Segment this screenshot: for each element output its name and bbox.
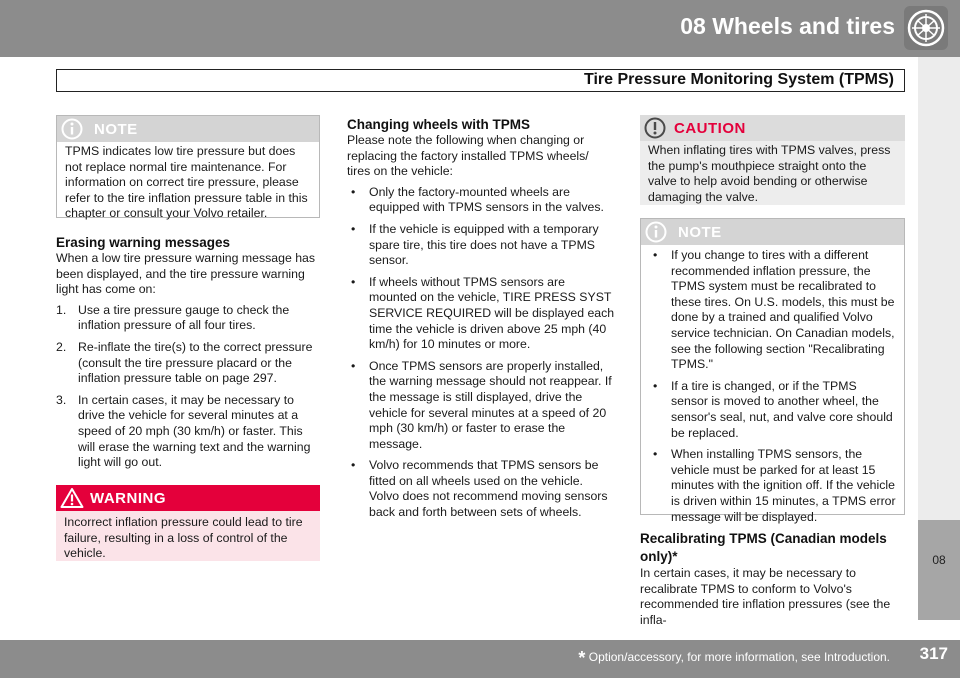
recalibrating-heading: Recalibrating TPMS (Canadian models only)*: [640, 531, 887, 564]
section-title-box: [56, 69, 905, 92]
recalibrating-section: [640, 530, 906, 628]
erasing-intro: When a low tire pressure warning message has been displayed, and the tire pressure warning light has come on:: [56, 251, 316, 297]
list-item: • If wheels without TPMS sensors are mounted on the vehicle, TIRE PRESS SYST SERVICE REQUIRED will be displayed each time the vehicle is driven above 25 mph (40 km/h) for 10 minutes or more.: [351, 274, 615, 352]
info-icon: [645, 221, 667, 243]
warning-label: WARNING: [90, 490, 166, 507]
caution-text: When inflating tires with TPMS valves, press the pump's mouthpiece straight onto the valve to help avoid bending or otherwise damaging the valve.: [648, 143, 891, 204]
note-box-left: [56, 115, 320, 221]
wheel-icon: [904, 6, 948, 50]
note-text: TPMS indicates low tire pressure but does not replace normal tire maintenance. For information on correct tire pressure, please refer to the tire inflation pressure table in this chapter or consult your Volvo retailer.: [65, 144, 308, 221]
caution-box: [640, 115, 905, 205]
erasing-steps: [56, 303, 322, 471]
note-box-right: [640, 218, 905, 524]
changing-bullets: [347, 185, 615, 521]
footnote: [578, 648, 890, 669]
list-item: • Only the factory-mounted wheels are equipped with TPMS sensors in the valves.: [351, 184, 604, 215]
list-item: • Once TPMS sensors are properly installed, the warning message should not reappear. If the message is still displayed, drive the vehicle for several minutes at a speed of 20 mph (30 km/h) or faster to erase the message.: [351, 358, 612, 451]
info-icon: [61, 118, 83, 140]
warning-triangle-icon: [60, 487, 84, 509]
note-header: [57, 116, 319, 142]
changing-intro: Please note the following when changing or replacing the factory installed TPMS wheels/ tires on the vehicle:: [347, 133, 589, 179]
note-label: NOTE: [94, 121, 138, 138]
caution-icon: [644, 117, 666, 139]
erasing-section: [56, 235, 322, 477]
side-chapter-number: 08: [932, 553, 946, 567]
list-item: • Volvo recommends that TPMS sensors be fitted on all wheels used on the vehicle. Volvo does not recommend moving sensors back and forth between sets of wheels.: [351, 458, 608, 520]
changing-wheels-section: [347, 117, 615, 527]
list-item: • If the vehicle is equipped with a temporary spare tire, this tire does not have a TPMS sensor.: [351, 221, 599, 268]
list-item: 2. Re-inflate the tire(s) to the correct pressure (consult the tire pressure placard or the inflation pressure table on page 297.: [56, 339, 313, 386]
caution-label: CAUTION: [674, 120, 746, 137]
note-body: [641, 245, 904, 539]
list-item: • When installing TPMS sensors, the vehicle must be parked for at least 15 minutes with the ignition off. If the vehicle is driven within 15 minutes, a TPMS error message will be displayed.: [653, 447, 896, 524]
side-chapter-tab-marker: [918, 520, 960, 620]
caution-header: [640, 115, 905, 141]
page-number: 317: [919, 644, 948, 663]
erasing-heading: Erasing warning messages: [56, 235, 231, 250]
footnote-text: Option/accessory, for more information, see Introduction.: [588, 650, 890, 664]
section-title: Tire Pressure Monitoring System (TPMS): [584, 71, 894, 88]
list-item: 1. Use a tire pressure gauge to check the inflation pressure of all four tires.: [56, 302, 290, 333]
chapter-title: 08 Wheels and tires: [680, 13, 895, 39]
changing-heading: Changing wheels with TPMS: [347, 117, 531, 132]
note-header: [641, 219, 904, 245]
note-bullets: [649, 248, 896, 525]
list-item: • If you change to tires with a different recommended inflation pressure, the TPMS system must be recalibrated to these tires. On U.S. models, this must be done by a trained and qualified Volvo service technician. On Canadian models, see the following section "Recalibrating TPMS.": [653, 248, 895, 372]
list-item: • If a tire is changed, or if the TPMS sensor is moved to another wheel, the sensor's seal, nut, and valve core should be replaced.: [653, 378, 893, 440]
recalibrating-text: In certain cases, it may be necessary to recalibrate TPMS to conform to Volvo's recommended tire inflation pressures (see the infla-: [640, 566, 891, 627]
warning-text: Incorrect inflation pressure could lead to tire failure, resulting in a loss of control of the vehicle.: [64, 515, 303, 561]
footnote-star: *: [578, 648, 586, 668]
warning-header: [56, 485, 320, 511]
note-label: NOTE: [678, 224, 722, 241]
warning-box: [56, 485, 320, 561]
list-item: 3. In certain cases, it may be necessary to drive the vehicle for several minutes at a speed of 20 mph (30 km/h) or faster. This will erase the warning text and the warning light will go out.: [56, 392, 311, 470]
